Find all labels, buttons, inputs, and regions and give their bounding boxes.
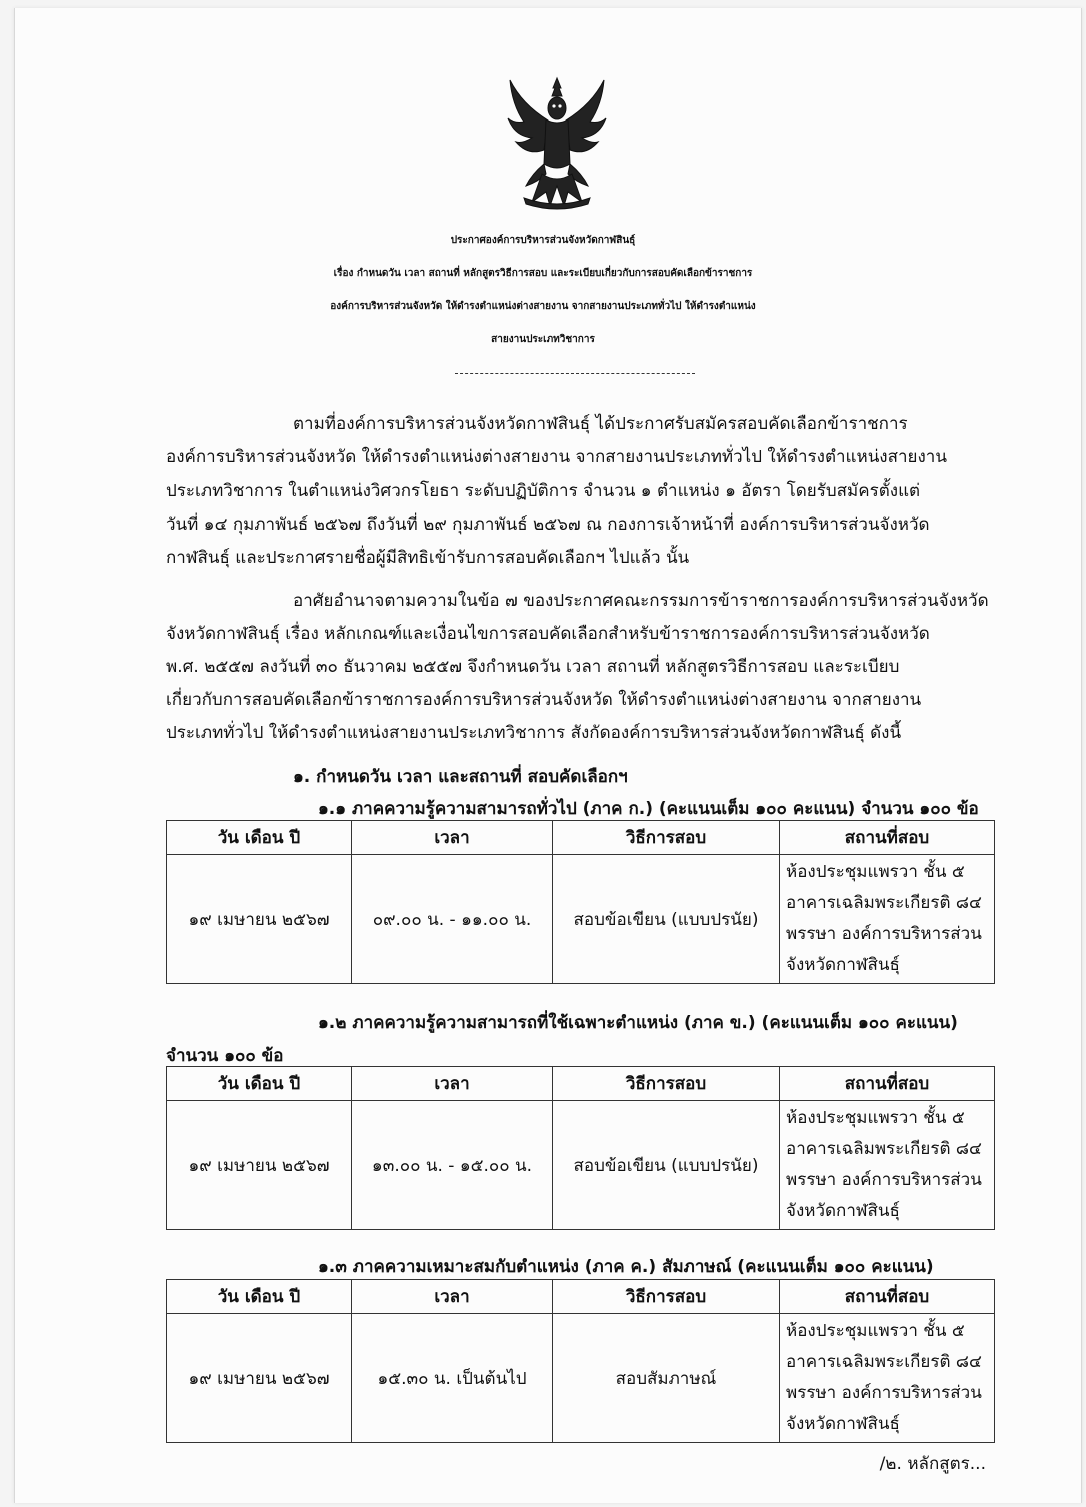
header-method: วิธีการสอบ xyxy=(553,821,780,855)
place-line: ห้องประชุมแพรวา ชั้น ๕ xyxy=(786,1321,965,1341)
subject-line-3: สายงานประเภทวิชาการ xyxy=(491,334,595,345)
header-time: เวลา xyxy=(352,821,553,855)
paragraph2-line-4: เกี่ยวกับการสอบคัดเลือกข้าราชการองค์การบริหารส่วนจังหวัด ให้ดำรงตำแหน่งต่างสายงาน จากสายงาน xyxy=(166,690,922,710)
header-method: วิธีการสอบ xyxy=(553,1067,780,1101)
paragraph1-line-5: กาฬสินธุ์ และประกาศรายชื่อผู้มีสิทธิเข้ารับการสอบคัดเลือกฯ ไปแล้ว นั้น xyxy=(166,548,690,568)
part2-heading: ๑.๒ ภาคความรู้ความสามารถที่ใช้เฉพาะตำแหน่ง (ภาค ข.) (คะแนนเต็ม ๑๐๐ คะแนน) xyxy=(318,1013,958,1033)
cell-method: สอบข้อเขียน (แบบปรนัย) xyxy=(553,1101,780,1230)
table-header-row xyxy=(167,1067,995,1101)
header-date: วัน เดือน ปี xyxy=(167,821,352,855)
table-row xyxy=(167,855,995,984)
cell-date: ๑๙ เมษายน ๒๕๖๗ xyxy=(167,1314,352,1443)
header-place: สถานที่สอบ xyxy=(780,1280,995,1314)
place-line: อาคารเฉลิมพระเกียรติ ๘๔ xyxy=(786,1352,982,1372)
paragraph1-line-1: ตามที่องค์การบริหารส่วนจังหวัดกาฬสินธุ์ ได้ประกาศรับสมัครสอบคัดเลือกข้าราชการ xyxy=(293,414,908,434)
cell-place xyxy=(780,1101,995,1230)
subject-line-2: องค์การบริหารส่วนจังหวัด ให้ดำรงตำแหน่งต่างสายงาน จากสายงานประเภททั่วไป ให้ดำรงตำแหน่ง xyxy=(330,301,756,312)
table-header-row xyxy=(167,1280,995,1314)
cell-place xyxy=(780,855,995,984)
header-date: วัน เดือน ปี xyxy=(167,1280,352,1314)
paragraph2-line-1: อาศัยอำนาจตามความในข้อ ๗ ของประกาศคณะกรรมการข้าราชการองค์การบริหารส่วนจังหวัด xyxy=(293,591,989,611)
announcement-title: ประกาศองค์การบริหารส่วนจังหวัดกาฬสินธุ์ xyxy=(450,235,636,246)
schedule-table-part1 xyxy=(166,820,995,984)
part3-heading: ๑.๓ ภาคความเหมาะสมกับตำแหน่ง (ภาค ค.) สัมภาษณ์ (คะแนนเต็ม ๑๐๐ คะแนน) xyxy=(318,1257,934,1277)
paragraph1-line-2: องค์การบริหารส่วนจังหวัด ให้ดำรงตำแหน่งต่างสายงาน จากสายงานประเภททั่วไป ให้ดำรงตำแหน่งสายงาน xyxy=(166,447,947,467)
header-place: สถานที่สอบ xyxy=(780,821,995,855)
paragraph1-line-3: ประเภทวิชาการ ในตำแหน่งวิศวกรโยธา ระดับปฏิบัติการ จำนวน ๑ ตำแหน่ง ๑ อัตรา โดยรับสมัครตั้งแต่ xyxy=(166,481,921,501)
subject-line-1: เรื่อง กำหนดวัน เวลา สถานที่ หลักสูตรวิธีการสอบ และระเบียบเกี่ยวกับการสอบคัดเลือกข้าราชการ xyxy=(333,268,753,279)
cell-place xyxy=(780,1314,995,1443)
table-header-row xyxy=(167,821,995,855)
cell-method: สอบสัมภาษณ์ xyxy=(553,1314,780,1443)
place-line: จังหวัดกาฬสินธุ์ xyxy=(786,955,900,975)
place-line: อาคารเฉลิมพระเกียรติ ๘๔ xyxy=(786,1139,982,1159)
table-row xyxy=(167,1314,995,1443)
cell-time: ๐๙.๐๐ น. - ๑๑.๐๐ น. xyxy=(352,855,553,984)
place-line: ห้องประชุมแพรวา ชั้น ๕ xyxy=(786,862,965,882)
part1-heading: ๑.๑ ภาคความรู้ความสามารถทั่วไป (ภาค ก.) (คะแนนเต็ม ๑๐๐ คะแนน) จำนวน ๑๐๐ ข้อ xyxy=(318,799,979,819)
paragraph2-line-5: ประเภททั่วไป ให้ดำรงตำแหน่งสายงานประเภทวิชาการ สังกัดองค์การบริหารส่วนจังหวัดกาฬสินธุ์ ดังนี้ xyxy=(166,723,902,743)
cell-time: ๑๕.๓๐ น. เป็นต้นไป xyxy=(352,1314,553,1443)
header-time: เวลา xyxy=(352,1280,553,1314)
cell-method: สอบข้อเขียน (แบบปรนัย) xyxy=(553,855,780,984)
place-line: พรรษา องค์การบริหารส่วน xyxy=(786,1170,982,1190)
place-line: ห้องประชุมแพรวา ชั้น ๕ xyxy=(786,1108,965,1128)
continuation-note: /๒. หลักสูตร... xyxy=(879,1454,986,1474)
header-divider xyxy=(455,373,695,374)
paragraph1-line-4: วันที่ ๑๔ กุมภาพันธ์ ๒๕๖๗ ถึงวันที่ ๒๙ กุมภาพันธ์ ๒๕๖๗ ณ กองการเจ้าหน้าที่ องค์การบริหารส่วนจังหวัด xyxy=(166,515,930,535)
place-line: อาคารเฉลิมพระเกียรติ ๘๔ xyxy=(786,893,982,913)
schedule-table-part3 xyxy=(166,1279,995,1443)
paragraph2-line-2: จังหวัดกาฬสินธุ์ เรื่อง หลักเกณฑ์และเงื่อนไขการสอบคัดเลือกสำหรับข้าราชการองค์การบริหารส่วนจังหวัด xyxy=(166,624,930,644)
cell-date: ๑๙ เมษายน ๒๕๖๗ xyxy=(167,855,352,984)
place-line: พรรษา องค์การบริหารส่วน xyxy=(786,1383,982,1403)
header-time: เวลา xyxy=(352,1067,553,1101)
cell-date: ๑๙ เมษายน ๒๕๖๗ xyxy=(167,1101,352,1230)
header-date: วัน เดือน ปี xyxy=(167,1067,352,1101)
part2-heading-continued: จำนวน ๑๐๐ ข้อ xyxy=(166,1046,284,1066)
place-line: พรรษา องค์การบริหารส่วน xyxy=(786,924,982,944)
place-line: จังหวัดกาฬสินธุ์ xyxy=(786,1201,900,1221)
cell-time: ๑๓.๐๐ น. - ๑๕.๐๐ น. xyxy=(352,1101,553,1230)
table-row xyxy=(167,1101,995,1230)
header-method: วิธีการสอบ xyxy=(553,1280,780,1314)
paragraph2-line-3: พ.ศ. ๒๕๕๗ ลงวันที่ ๓๐ ธันวาคม ๒๕๕๗ จึงกำหนดวัน เวลา สถานที่ หลักสูตรวิธีการสอบ และระเบียบ xyxy=(166,657,900,677)
schedule-table-part2 xyxy=(166,1066,995,1230)
section1-heading: ๑. กำหนดวัน เวลา และสถานที่ สอบคัดเลือกฯ xyxy=(293,767,628,787)
header-place: สถานที่สอบ xyxy=(780,1067,995,1101)
garuda-emblem-icon xyxy=(502,74,612,214)
place-line: จังหวัดกาฬสินธุ์ xyxy=(786,1414,900,1434)
